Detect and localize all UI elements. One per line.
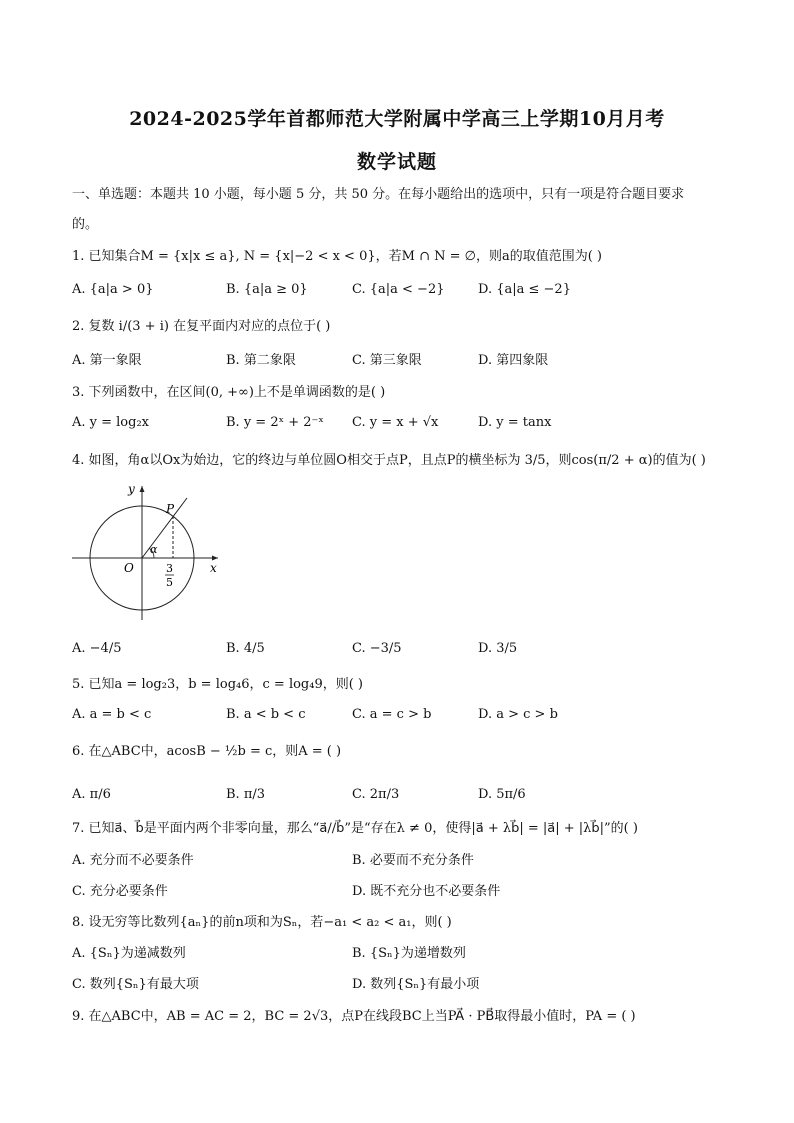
q7-option-c: C. 充分必要条件 bbox=[72, 884, 168, 899]
q8-option-c: C. 数列{Sₙ}有最大项 bbox=[72, 977, 199, 992]
q1-option-d: D. {a|a ≤ −2} bbox=[478, 282, 571, 297]
q3-option-b: B. y = 2ˣ + 2⁻ˣ bbox=[226, 415, 324, 430]
q1-option-b: B. {a|a ≥ 0} bbox=[226, 282, 308, 297]
q6-option-d: D. 5π/6 bbox=[478, 787, 526, 802]
q2-option-c: C. 第三象限 bbox=[352, 353, 422, 368]
y-axis-arrow bbox=[140, 486, 145, 492]
fraction-denominator: 5 bbox=[166, 576, 173, 589]
q5-option-c: C. a = c > b bbox=[352, 707, 432, 722]
q6-option-b: B. π/3 bbox=[226, 787, 266, 802]
question-stem-1: 1. 已知集合M = {x|x ≤ a}, N = {x|−2 < x < 0}，若M ∩ N = ∅，则a的取值范围为( ) bbox=[72, 249, 602, 264]
q3-option-c: C. y = x + √x bbox=[352, 415, 439, 430]
q1-option-c: C. {a|a < −2} bbox=[352, 282, 445, 297]
section-instruction-cont: 的。 bbox=[72, 217, 99, 232]
q1-option-a: A. {a|a > 0} bbox=[72, 282, 154, 297]
q3-option-d: D. y = tanx bbox=[478, 415, 552, 430]
q8-option-b: B. {Sₙ}为递增数列 bbox=[352, 946, 466, 961]
q4-option-c: C. −3/5 bbox=[352, 641, 402, 656]
section-instruction: 一、单选题：本题共 10 小题，每小题 5 分，共 50 分。在每小题给出的选项中，只有一项是符合题目要求 bbox=[72, 187, 685, 202]
q8-option-a: A. {Sₙ}为递减数列 bbox=[72, 946, 186, 961]
q7-option-d: D. 既不充分也不必要条件 bbox=[352, 884, 501, 899]
q8-option-d: D. 数列{Sₙ}有最小项 bbox=[352, 977, 480, 992]
origin-label: O bbox=[124, 561, 134, 575]
q2-option-d: D. 第四象限 bbox=[478, 353, 549, 368]
q7-option-a: A. 充分而不必要条件 bbox=[72, 853, 194, 868]
question-stem-7: 7. 已知a⃗、b⃗是平面内两个非零向量，那么“a⃗//b⃗”是“存在λ ≠ 0，使得|a⃗ + λb⃗| = |a⃗| + |λb⃗|”的( ) bbox=[72, 821, 638, 836]
page-subtitle: 数学试题 bbox=[356, 151, 437, 173]
question-stem-2: 2. 复数 i/(3 + i) 在复平面内对应的点位于( ) bbox=[72, 319, 331, 334]
q3-option-a: A. y = log₂x bbox=[72, 415, 150, 430]
question-stem-3: 3. 下列函数中，在区间(0, +∞)上不是单调函数的是( ) bbox=[72, 385, 386, 400]
unit-circle-figure bbox=[66, 480, 226, 628]
q4-option-a: A. −4/5 bbox=[72, 641, 122, 656]
point-label: P bbox=[166, 502, 175, 516]
terminal-side bbox=[142, 498, 187, 558]
question-stem-5: 5. 已知a = log₂3，b = log₄6，c = log₄9，则( ) bbox=[72, 677, 364, 692]
x-axis-arrow bbox=[212, 556, 218, 561]
q5-option-a: A. a = b < c bbox=[72, 707, 152, 722]
y-label: y bbox=[128, 482, 135, 496]
question-stem-8: 8. 设无穷等比数列{aₙ}的前n项和为Sₙ，若−a₁ < a₂ < a₁，则( ) bbox=[72, 915, 452, 930]
q6-option-c: C. 2π/3 bbox=[352, 787, 400, 802]
question-stem-9: 9. 在△ABC中，AB = AC = 2，BC = 2√3，点P在线段BC上当PA⃗ · PB⃗取得最小值时，PA = ( ) bbox=[72, 1009, 636, 1024]
q5-option-d: D. a > c > b bbox=[478, 707, 558, 722]
q4-option-b: B. 4/5 bbox=[226, 641, 265, 656]
fraction-numerator: 3 bbox=[166, 562, 173, 575]
angle-label: α bbox=[150, 543, 158, 556]
q7-option-b: B. 必要而不充分条件 bbox=[352, 853, 474, 868]
page-title: 2024-2025学年首都师范大学附属中学高三上学期10月月考 bbox=[129, 108, 665, 130]
question-stem-4: 4. 如图，角α以Ox为始边，它的终边与单位圆O相交于点P，且点P的横坐标为 3/5，则cos(π/2 + α)的值为( ) bbox=[72, 453, 706, 468]
q5-option-b: B. a < b < c bbox=[226, 707, 306, 722]
q2-option-b: B. 第二象限 bbox=[226, 353, 296, 368]
x-label: x bbox=[210, 561, 217, 575]
q4-option-d: D. 3/5 bbox=[478, 641, 518, 656]
q6-option-a: A. π/6 bbox=[72, 787, 111, 802]
q2-option-a: A. 第一象限 bbox=[72, 353, 142, 368]
question-stem-6: 6. 在△ABC中，acosB − ½b = c，则A = ( ) bbox=[72, 744, 342, 759]
